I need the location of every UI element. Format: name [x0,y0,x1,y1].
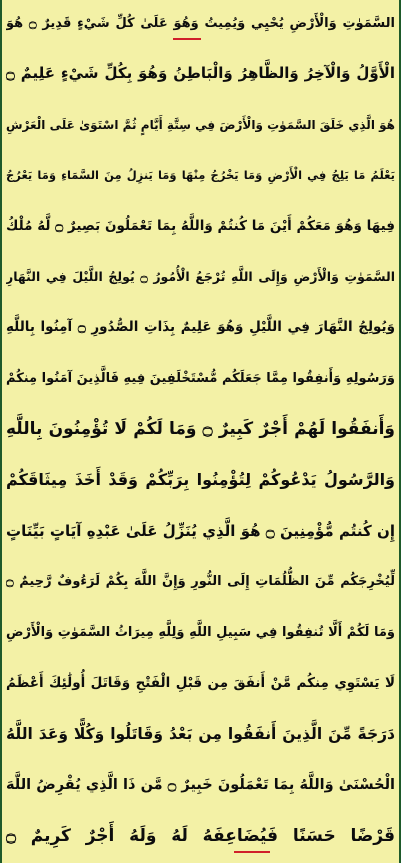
text-line-9 [6,409,395,451]
text-line-5 [6,205,395,247]
line-text: السَّمَوٰتِ وَالْأَرْضِ يُحْيِي وَيُمِيتُ وَهُوَ عَلَىٰ كُلِّ شَيْءٍ قَدِيرٌ ۝ هُوَ [6,15,395,31]
line-text: هُوَ الَّذِي خَلَقَ السَّمَوٰتِ وَالْأَرْضَ فِي سِتَّةِ أَيَّامٍ ثُمَّ اسْتَوَىٰ عَلَى الْعَرْشِ [6,117,395,132]
line-text: يَعْلَمُ مَا يَلِجُ فِي الْأَرْضِ وَمَا يَخْرُجُ مِنْهَا وَمَا يَنزِلُ مِنَ السَّمَاءِ وَمَا يَعْرُجُ [6,167,395,182]
text-line-1 [6,2,395,44]
line-text: دَرَجَةً مِّنَ الَّذِينَ أَنفَقُوا مِن بَعْدُ وَقَاتَلُوا وَكُلًّا وَعَدَ اللَّهُ [6,724,395,743]
line-text: وَرَسُولِهِ وَأَنفِقُوا مِمَّا جَعَلَكُم مُّسْتَخْلَفِينَ فِيهِ فَالَّذِينَ آمَنُوا مِنكُمْ [6,371,395,387]
line-text: إِن كُنتُم مُّؤْمِنِينَ ۝ هُوَ الَّذِي يُنَزِّلُ عَلَىٰ عَبْدِهِ آيَاتٍ بَيِّنَاتٍ [6,521,395,540]
line-text: الْأَوَّلُ وَالْآخِرُ وَالظَّاهِرُ وَالْبَاطِنُ وَهُوَ بِكُلِّ شَيْءٍ عَلِيمٌ ۝ [6,64,395,83]
text-line-6 [6,256,395,298]
text-line-14 [6,663,395,705]
text-line-3 [6,104,395,146]
text-line-15 [6,713,395,755]
line-text: قَرْضًا حَسَنًا فَيُضَاعِفَهُ لَهُ وَلَهُ أَجْرٌ كَرِيمٌ ۝ [6,825,395,846]
line-text: وَمَا لَكُمْ أَلَّا تُنفِقُوا فِي سَبِيلِ اللَّهِ وَلِلَّهِ مِيرَاثُ السَّمَوٰتِ وَالْأَرْضِ [6,625,395,641]
line-text: وَيُولِجُ النَّهَارَ فِي اللَّيْلِ وَهُوَ عَلِيمٌ بِذَاتِ الصُّدُورِ ۝ آمِنُوا بِاللَّهِ [6,319,395,336]
tajweed-mark [173,38,201,40]
text-line-10 [6,459,395,501]
line-text: وَالرَّسُولُ يَدْعُوكُمْ لِتُؤْمِنُوا بِرَبِّكُمْ وَقَدْ أَخَذَ مِيثَاقَكُمْ [6,470,395,490]
line-text: لِّيُخْرِجَكُم مِّنَ الظُّلُمَاتِ إِلَى النُّورِ وَإِنَّ اللَّهَ بِكُمْ لَرَءُوفٌ رَّحِيمٌ ۝ [6,574,395,590]
text-line-2 [6,53,395,95]
line-text: وَأَنفَقُوا لَهُمْ أَجْرٌ كَبِيرٌ ۝ وَمَا لَكُمْ لَا تُؤْمِنُونَ بِاللَّهِ [6,419,395,439]
line-text: فِيهَا وَهُوَ مَعَكُمْ أَيْنَ مَا كُنتُمْ وَاللَّهُ بِمَا تَعْمَلُونَ بَصِيرٌ ۝ لَّهُ مُلْكُ [6,217,395,234]
line-text: لَا يَسْتَوِي مِنكُم مَّنْ أَنفَقَ مِن قَبْلِ الْفَتْحِ وَقَاتَلَ أُولَٰئِكَ أَعْظَمُ [6,674,395,691]
text-line-7 [6,307,395,349]
tajweed-mark [234,851,270,853]
text-line-16 [6,764,395,806]
text-line-17 [6,815,395,857]
text-line-11 [6,510,395,552]
text-line-4 [6,154,395,196]
text-line-12 [6,561,395,603]
text-line-13 [6,612,395,654]
line-text: السَّمَوٰتِ وَالْأَرْضِ وَإِلَى اللَّهِ تُرْجَعُ الْأُمُورُ ۝ يُولِجُ اللَّيْلَ فِي النَّهَارِ [6,268,395,284]
line-text: الْحُسْنَىٰ وَاللَّهُ بِمَا تَعْمَلُونَ خَبِيرٌ ۝ مَّن ذَا الَّذِي يُقْرِضُ اللَّهَ [6,776,395,793]
text-line-8 [6,358,395,400]
